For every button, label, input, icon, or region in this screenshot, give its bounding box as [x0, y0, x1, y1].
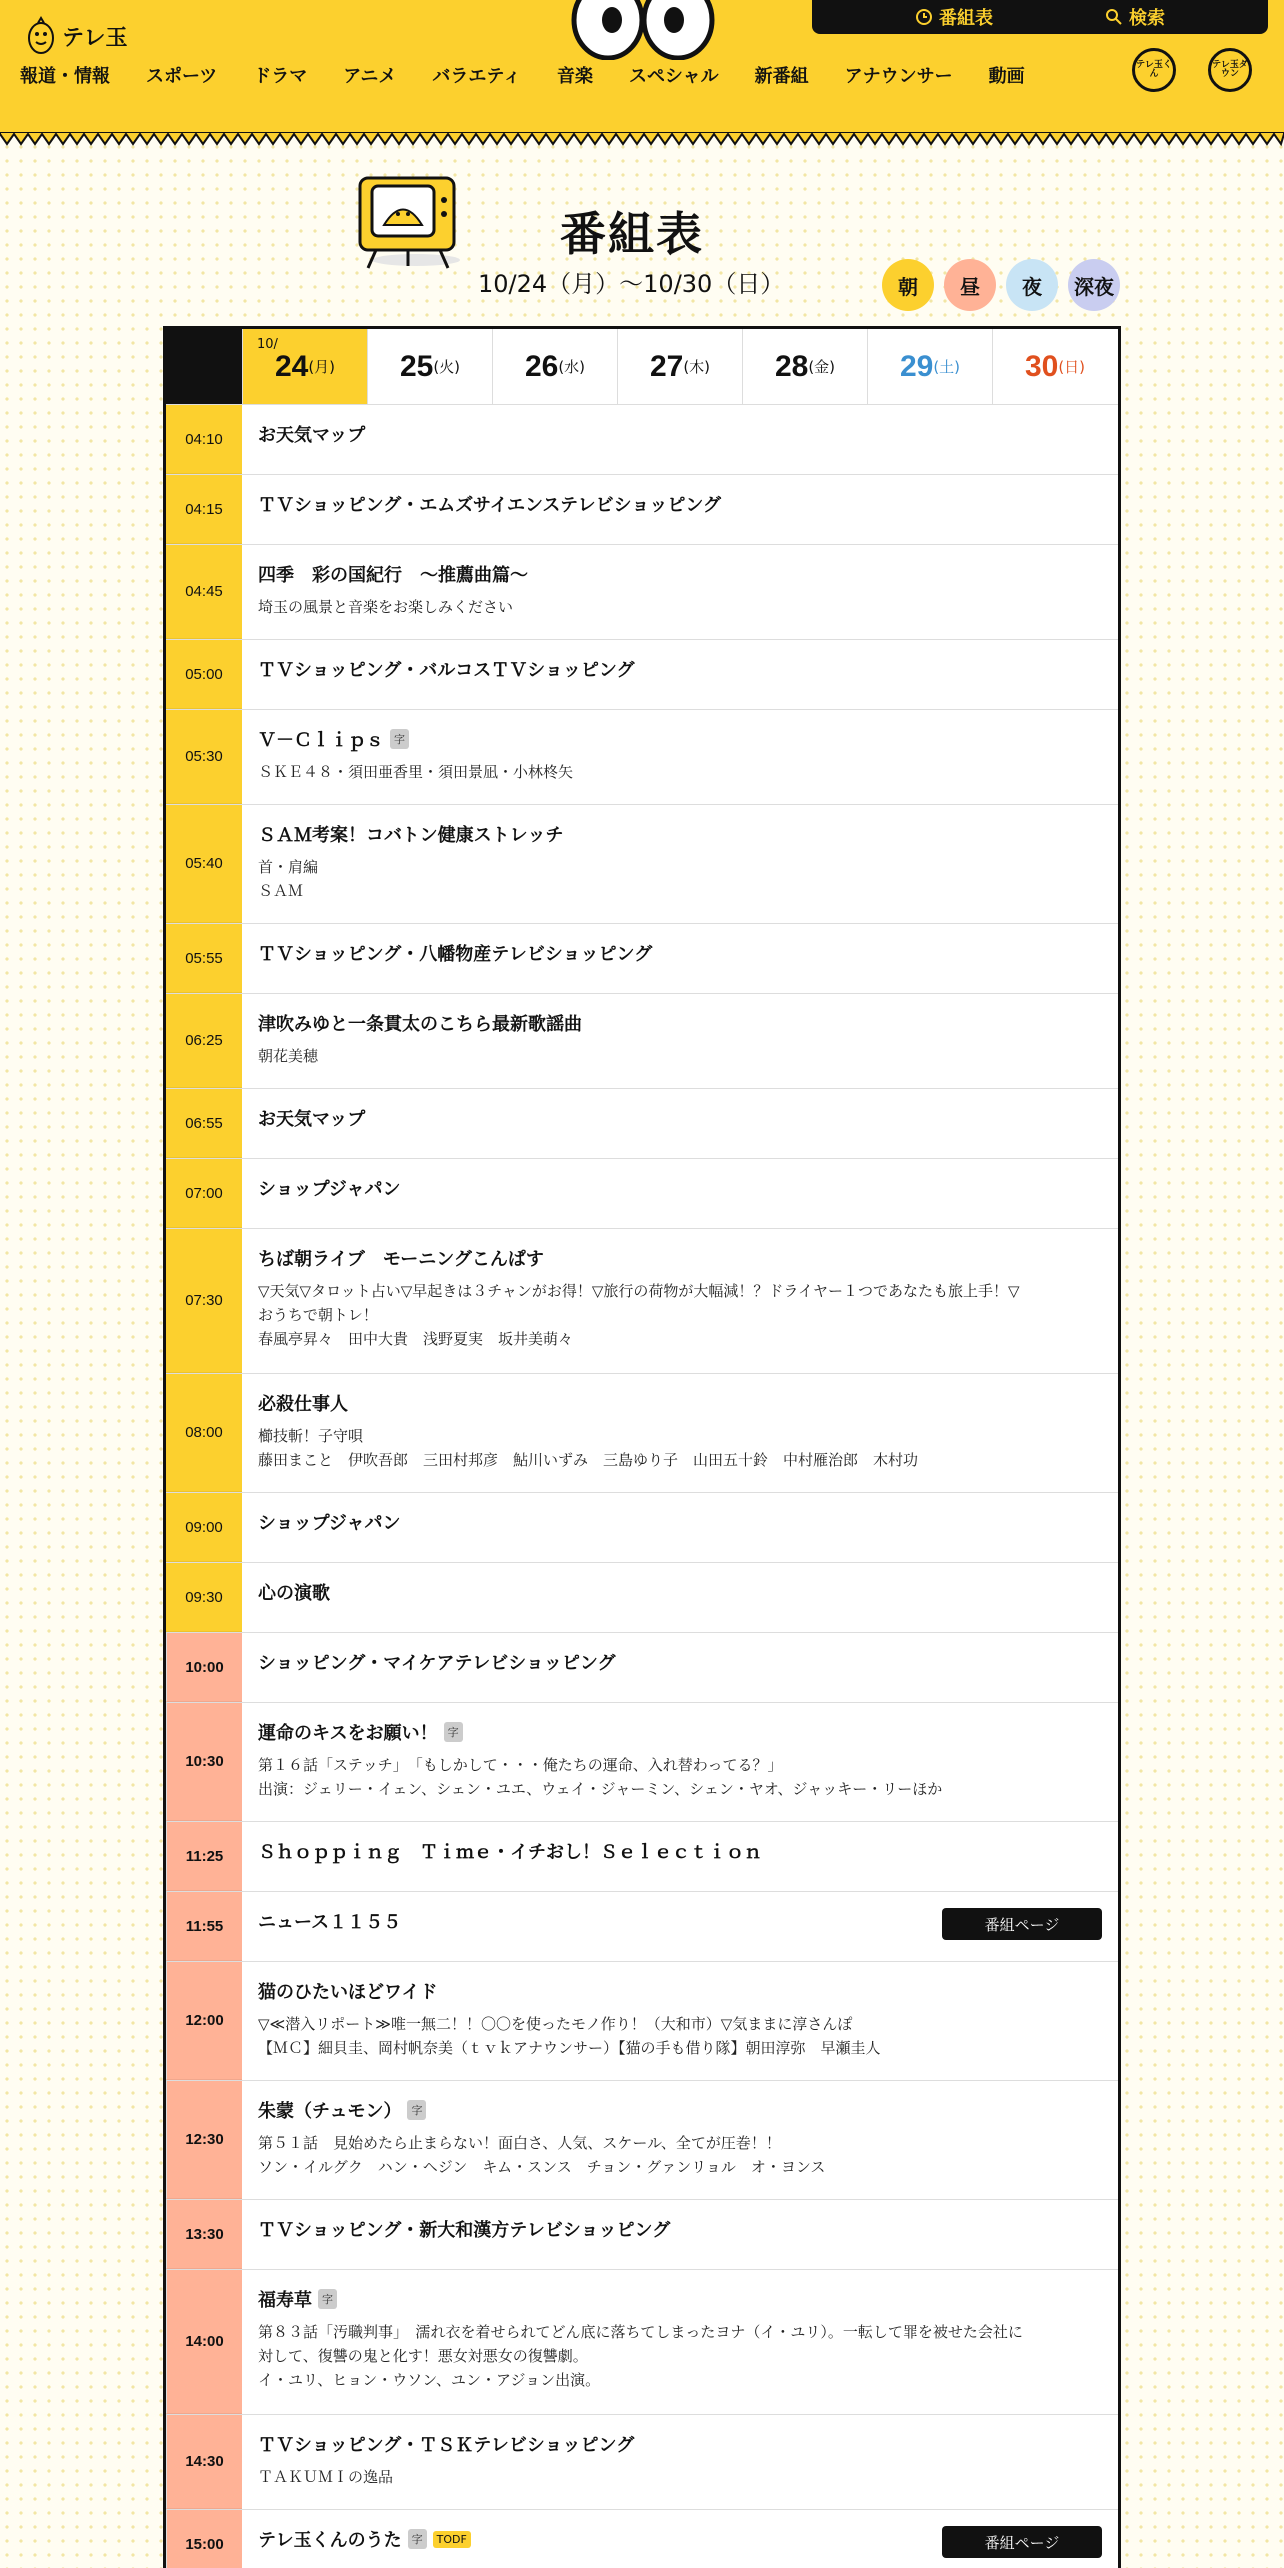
day-month: 10/	[257, 337, 278, 352]
program-guide-link[interactable]	[915, 4, 993, 30]
day-tabs	[166, 329, 1118, 405]
tod-label: 昼	[960, 274, 980, 299]
nav-video[interactable]: 動画	[988, 66, 1025, 87]
day-number: 29	[899, 349, 934, 383]
program-row	[166, 1159, 1118, 1229]
header-zigzag-edge	[0, 132, 1284, 150]
program-title-row	[258, 2431, 1102, 2457]
program-description	[258, 2012, 1102, 2060]
program-title-row	[258, 1579, 1102, 1605]
program-title-row	[258, 1649, 1102, 1675]
program-title-row	[258, 1838, 1102, 1864]
program-row	[166, 1563, 1118, 1633]
nav-music[interactable]: 音楽	[556, 66, 593, 87]
program-description	[258, 1279, 1102, 1351]
program-description	[258, 1753, 1102, 1801]
program-time: 04:45	[166, 545, 242, 639]
program-title: 福寿草	[258, 2290, 312, 2311]
day-weekday: (土)	[933, 358, 961, 376]
program-description-line: ＳＡＭ	[258, 882, 304, 900]
program-row	[166, 1633, 1118, 1703]
program-time: 05:40	[166, 805, 242, 923]
program-description-line: ソン・イルグク ハン・ヘジン キム・スンス チョン・グァンリョル オ・ヨンス	[258, 2158, 826, 2176]
program-title: テレ玉くんのうた	[258, 2530, 402, 2551]
program-time: 04:15	[166, 475, 242, 544]
program-title-row	[258, 1719, 1102, 1745]
subtitle-badge: 字	[390, 729, 409, 749]
day-tab[interactable]	[492, 329, 617, 404]
program-cell[interactable]	[242, 1703, 1118, 1821]
program-time: 05:55	[166, 924, 242, 993]
program-description	[258, 2131, 1102, 2179]
program-time: 09:30	[166, 1563, 242, 1632]
day-number: 28	[774, 349, 809, 383]
program-title: Ｓｈｏｐｐｉｎｇ Ｔｉｍｅ・イチおし！Ｓｅｌｅｃｔｉｏｎ	[258, 1842, 762, 1863]
mascot-link-icon[interactable]	[1132, 48, 1176, 92]
program-time: 05:00	[166, 640, 242, 709]
program-description	[258, 760, 1102, 784]
program-cell[interactable]	[242, 545, 1118, 639]
program-row	[166, 1962, 1118, 2081]
program-cell[interactable]	[242, 1374, 1118, 1492]
program-description-line: 春風亭昇々 田中大貴 浅野夏実 坂井美萌々	[258, 1330, 574, 1348]
day-weekday: (水)	[558, 358, 586, 376]
program-row	[166, 924, 1118, 994]
clock-icon	[915, 8, 933, 26]
tod-latenight-button[interactable]	[1068, 259, 1120, 311]
program-row	[166, 805, 1118, 924]
program-time: 12:30	[166, 2081, 242, 2199]
program-description	[258, 2465, 1102, 2489]
program-description	[258, 1424, 1102, 1472]
program-description-line: ▽天気▽タロット占い▽早起きは３チャンがお得！▽旅行の荷物が大幅減！？ドライヤー１つであなたも旅上手！▽	[258, 1282, 1020, 1300]
nav-anime[interactable]: アニメ	[343, 66, 397, 87]
program-cell[interactable]	[242, 2510, 1118, 2568]
program-row	[166, 475, 1118, 545]
logo-text: テレ玉	[62, 25, 128, 51]
program-title-row	[258, 1245, 1102, 1271]
subtitle-badge: 字	[408, 2529, 427, 2549]
tod-label: 夜	[1022, 274, 1042, 299]
subtitle-badge: 字	[444, 1722, 463, 1742]
program-title: ＳＡＭ考案！コバトン健康ストレッチ	[258, 825, 564, 846]
nav-variety[interactable]: バラエティ	[432, 66, 521, 87]
program-title-row	[258, 421, 1102, 447]
program-title: お天気マップ	[258, 425, 366, 446]
program-description-line: 対して、復讐の鬼と化す！悪女対悪女の復讐劇。	[258, 2347, 588, 2365]
mascot-link-label: テレ玉くん	[1136, 60, 1172, 79]
program-title-row	[258, 1390, 1102, 1416]
program-cell[interactable]	[242, 1159, 1118, 1228]
day-tab[interactable]	[992, 329, 1117, 404]
program-description	[258, 595, 1102, 619]
program-description-line: 朝花美穂	[258, 1047, 319, 1065]
program-title: ショップジャパン	[258, 1513, 401, 1534]
schedule-table	[163, 326, 1121, 2568]
program-title: 心の演歌	[258, 1583, 330, 1604]
day-tab[interactable]	[742, 329, 867, 404]
program-time: 10:30	[166, 1703, 242, 1821]
program-row	[166, 1703, 1118, 1822]
program-title-row	[258, 491, 1102, 517]
nav-new-programs[interactable]: 新番組	[754, 66, 809, 87]
program-cell[interactable]	[242, 1892, 1118, 1961]
program-cell[interactable]	[242, 475, 1118, 544]
program-time: 15:00	[166, 2510, 242, 2568]
program-title: 四季 彩の国紀行 ～推薦曲篇～	[258, 565, 528, 586]
day-tabs-corner	[166, 329, 242, 404]
tod-night-button[interactable]	[1006, 259, 1058, 311]
program-description-line: 首・肩編	[258, 858, 319, 876]
tod-label: 深夜	[1074, 274, 1114, 299]
program-row	[166, 1089, 1118, 1159]
program-time: 12:00	[166, 1962, 242, 2080]
program-list	[166, 405, 1118, 2568]
program-time: 11:25	[166, 1822, 242, 1891]
app-download-icon[interactable]	[1208, 48, 1252, 92]
program-row	[166, 2200, 1118, 2270]
program-description	[258, 2320, 1102, 2392]
program-row	[166, 405, 1118, 475]
program-description-line: 【ＭＣ】細貝圭、岡村帆奈美（ｔｖｋアナウンサー）【猫の手も借り隊】朝田淳弥 早瀬圭人	[258, 2039, 881, 2057]
program-description-line: イ・ユリ、ヒョン・ウソン、ユン・アジョン出演。	[258, 2371, 601, 2389]
program-cell[interactable]	[242, 2081, 1118, 2199]
program-row	[166, 545, 1118, 640]
program-row	[166, 2270, 1118, 2415]
program-title: ＴＶショッピング・新大和漢方テレビショッピング	[258, 2220, 671, 2241]
program-title-row	[258, 2216, 1102, 2242]
program-time: 11:55	[166, 1892, 242, 1961]
program-row	[166, 640, 1118, 710]
program-title: 猫のひたいほどワイド	[258, 1982, 438, 2003]
mascot-eyes-icon	[568, 0, 718, 60]
program-title-row	[258, 726, 1102, 752]
day-number: 24	[274, 349, 309, 383]
program-cell[interactable]	[242, 1962, 1118, 2080]
program-row	[166, 710, 1118, 805]
program-time: 10:00	[166, 1633, 242, 1702]
program-time: 13:30	[166, 2200, 242, 2269]
program-cell[interactable]	[242, 1089, 1118, 1158]
program-title: 津吹みゆと一条貫太のこちら最新歌謡曲	[258, 1014, 582, 1035]
program-title-row	[258, 1010, 1102, 1036]
program-cell[interactable]	[242, 924, 1118, 993]
program-row	[166, 1374, 1118, 1493]
program-time: 08:00	[166, 1374, 242, 1492]
subtitle-badge: 字	[318, 2289, 337, 2309]
program-description	[258, 855, 1102, 903]
day-number: 26	[524, 349, 559, 383]
day-weekday: (金)	[808, 358, 836, 376]
program-description-line: 第８３話「汚職判事」 濡れ衣を着せられてどん底に落ちてしまったヨナ（イ・ユリ）。一転して罪を被せた会社に	[258, 2323, 1023, 2341]
day-weekday: (月)	[308, 358, 336, 376]
program-title: 運命のキスをお願い！	[258, 1723, 438, 1744]
program-title: ちば朝ライブ モーニングこんぱす	[258, 1249, 544, 1270]
program-description-line: 櫛技斬！子守唄	[258, 1427, 364, 1445]
program-description	[258, 1044, 1102, 1068]
program-time: 14:00	[166, 2270, 242, 2414]
top-utility-bar	[812, 0, 1268, 34]
program-title: ＴＶショッピング・ＴＳＫテレビショッピング	[258, 2435, 635, 2456]
day-tab[interactable]	[617, 329, 742, 404]
program-title-row	[258, 821, 1102, 847]
site-header	[0, 0, 1284, 135]
nav-sports[interactable]: スポーツ	[146, 66, 218, 87]
program-time: 09:00	[166, 1493, 242, 1562]
program-title: ＴＶショッピング・八幡物産テレビショッピング	[258, 944, 653, 965]
day-number: 30	[1024, 349, 1059, 383]
program-cell[interactable]	[242, 2200, 1118, 2269]
tv-mascot-icon	[354, 170, 464, 270]
program-time: 07:00	[166, 1159, 242, 1228]
page-title: 番組表	[560, 207, 704, 261]
program-title: お天気マップ	[258, 1109, 366, 1130]
program-title: ショッピング・マイケアテレビショッピング	[258, 1653, 616, 1674]
tod-day-button[interactable]	[944, 259, 996, 311]
program-row	[166, 1892, 1118, 1962]
program-title: ＴＶショッピング・バルコスＴＶショッピング	[258, 660, 635, 681]
app-download-label: テレ玉ダウン	[1212, 60, 1248, 79]
program-cell[interactable]	[242, 2270, 1118, 2414]
program-description-line: ▽≪潜入リポート≫唯一無二！！〇〇を使ったモノ作り！（大和市）▽気ままに淳さんぽ	[258, 2015, 853, 2033]
program-description-line: 埼玉の風景と音楽をお楽しみください	[258, 598, 514, 616]
program-description-line: 第５１話 見始めたら止まらない！面白さ、人気、スケール、全てが圧巻！！	[258, 2134, 781, 2152]
program-row	[166, 994, 1118, 1089]
program-title-row	[258, 561, 1102, 587]
day-weekday: (日)	[1058, 358, 1086, 376]
program-title: 朱蒙（チュモン）	[258, 2101, 402, 2122]
program-title-row	[258, 940, 1102, 966]
program-cell[interactable]	[242, 2415, 1118, 2509]
program-description-line: 第１６話「ステッチ」 「もしかして・・・俺たちの運命、入れ替わってる？」	[258, 1756, 783, 1774]
program-title-row	[258, 1978, 1102, 2004]
day-weekday: (木)	[683, 358, 711, 376]
tod-label: 朝	[898, 274, 918, 299]
program-row	[166, 1493, 1118, 1563]
program-cell[interactable]	[242, 1563, 1118, 1632]
date-range: 10/24（月）〜10/30（日）	[478, 270, 785, 298]
nav-special[interactable]: スペシャル	[628, 66, 719, 87]
program-time: 14:30	[166, 2415, 242, 2509]
program-cell[interactable]	[242, 640, 1118, 709]
day-number: 27	[649, 349, 684, 383]
program-time: 04:10	[166, 405, 242, 474]
program-cell[interactable]	[242, 1229, 1118, 1373]
day-number: 25	[399, 349, 434, 383]
program-title-row	[258, 1175, 1102, 1201]
day-tab[interactable]	[867, 329, 992, 404]
program-row	[166, 1822, 1118, 1892]
program-title-row	[258, 1105, 1102, 1131]
program-title: ニュース１１５５	[258, 1912, 402, 1933]
program-cell[interactable]	[242, 1633, 1118, 1702]
subtitle-badge: 字	[407, 2100, 426, 2120]
search-icon	[1105, 8, 1123, 26]
search-label: 検索	[1129, 8, 1165, 29]
nav-announcer[interactable]: アナウンサー	[844, 66, 953, 87]
program-time: 07:30	[166, 1229, 242, 1373]
program-title-row	[258, 1509, 1102, 1535]
main-nav	[20, 62, 1061, 88]
program-cell[interactable]	[242, 710, 1118, 804]
program-description-line: 出演：ジェリー・イェン、シェン・ユエ、ウェイ・ジャーミン、シェン・ヤオ、ジャッキー・リーほか	[258, 1780, 943, 1798]
program-cell[interactable]	[242, 405, 1118, 474]
mascot-logo-icon	[26, 16, 56, 56]
program-title-row	[258, 656, 1102, 682]
nav-drama[interactable]: ドラマ	[253, 66, 308, 87]
program-description-line: おうちで朝トレ！	[258, 1306, 378, 1324]
program-description-line: ＳＫＥ４８・須田亜香里・須田景凪・小林柊矢	[258, 763, 574, 781]
program-cell[interactable]	[242, 805, 1118, 923]
program-time: 05:30	[166, 710, 242, 804]
program-title-row	[258, 2097, 1102, 2123]
program-row	[166, 2510, 1118, 2568]
program-description-line: 藤田まこと 伊吹吾郎 三田村邦彦 鮎川いずみ 三島ゆり子 山田五十鈴 中村雁治郎 木村功	[258, 1451, 919, 1469]
program-page-button[interactable]: 番組ページ	[942, 1908, 1102, 1940]
day-weekday: (火)	[433, 358, 461, 376]
program-page-button[interactable]: 番組ページ	[942, 2526, 1102, 2558]
program-guide-label: 番組表	[939, 8, 993, 29]
program-cell[interactable]	[242, 1822, 1118, 1891]
program-title: 必殺仕事人	[258, 1394, 348, 1415]
program-title-row	[258, 2286, 1102, 2312]
program-row	[166, 2081, 1118, 2200]
todf-badge: TODF	[433, 2531, 471, 2548]
program-row	[166, 1229, 1118, 1374]
program-cell[interactable]	[242, 1493, 1118, 1562]
program-description-line: ＴＡＫＵＭＩの逸品	[258, 2468, 394, 2486]
program-title: ショップジャパン	[258, 1179, 401, 1200]
program-time: 06:55	[166, 1089, 242, 1158]
search-link[interactable]	[1105, 4, 1165, 30]
nav-news[interactable]: 報道・情報	[20, 66, 110, 87]
day-tab[interactable]	[242, 329, 367, 404]
day-tab[interactable]	[367, 329, 492, 404]
program-cell[interactable]	[242, 994, 1118, 1088]
tod-morning-button[interactable]	[882, 259, 934, 311]
program-title: ＴＶショッピング・エムズサイエンステレビショッピング	[258, 495, 721, 516]
program-time: 06:25	[166, 994, 242, 1088]
program-row	[166, 2415, 1118, 2510]
program-title: Ｖ－Ｃｌｉｐｓ	[258, 730, 384, 751]
site-logo[interactable]	[26, 16, 128, 56]
